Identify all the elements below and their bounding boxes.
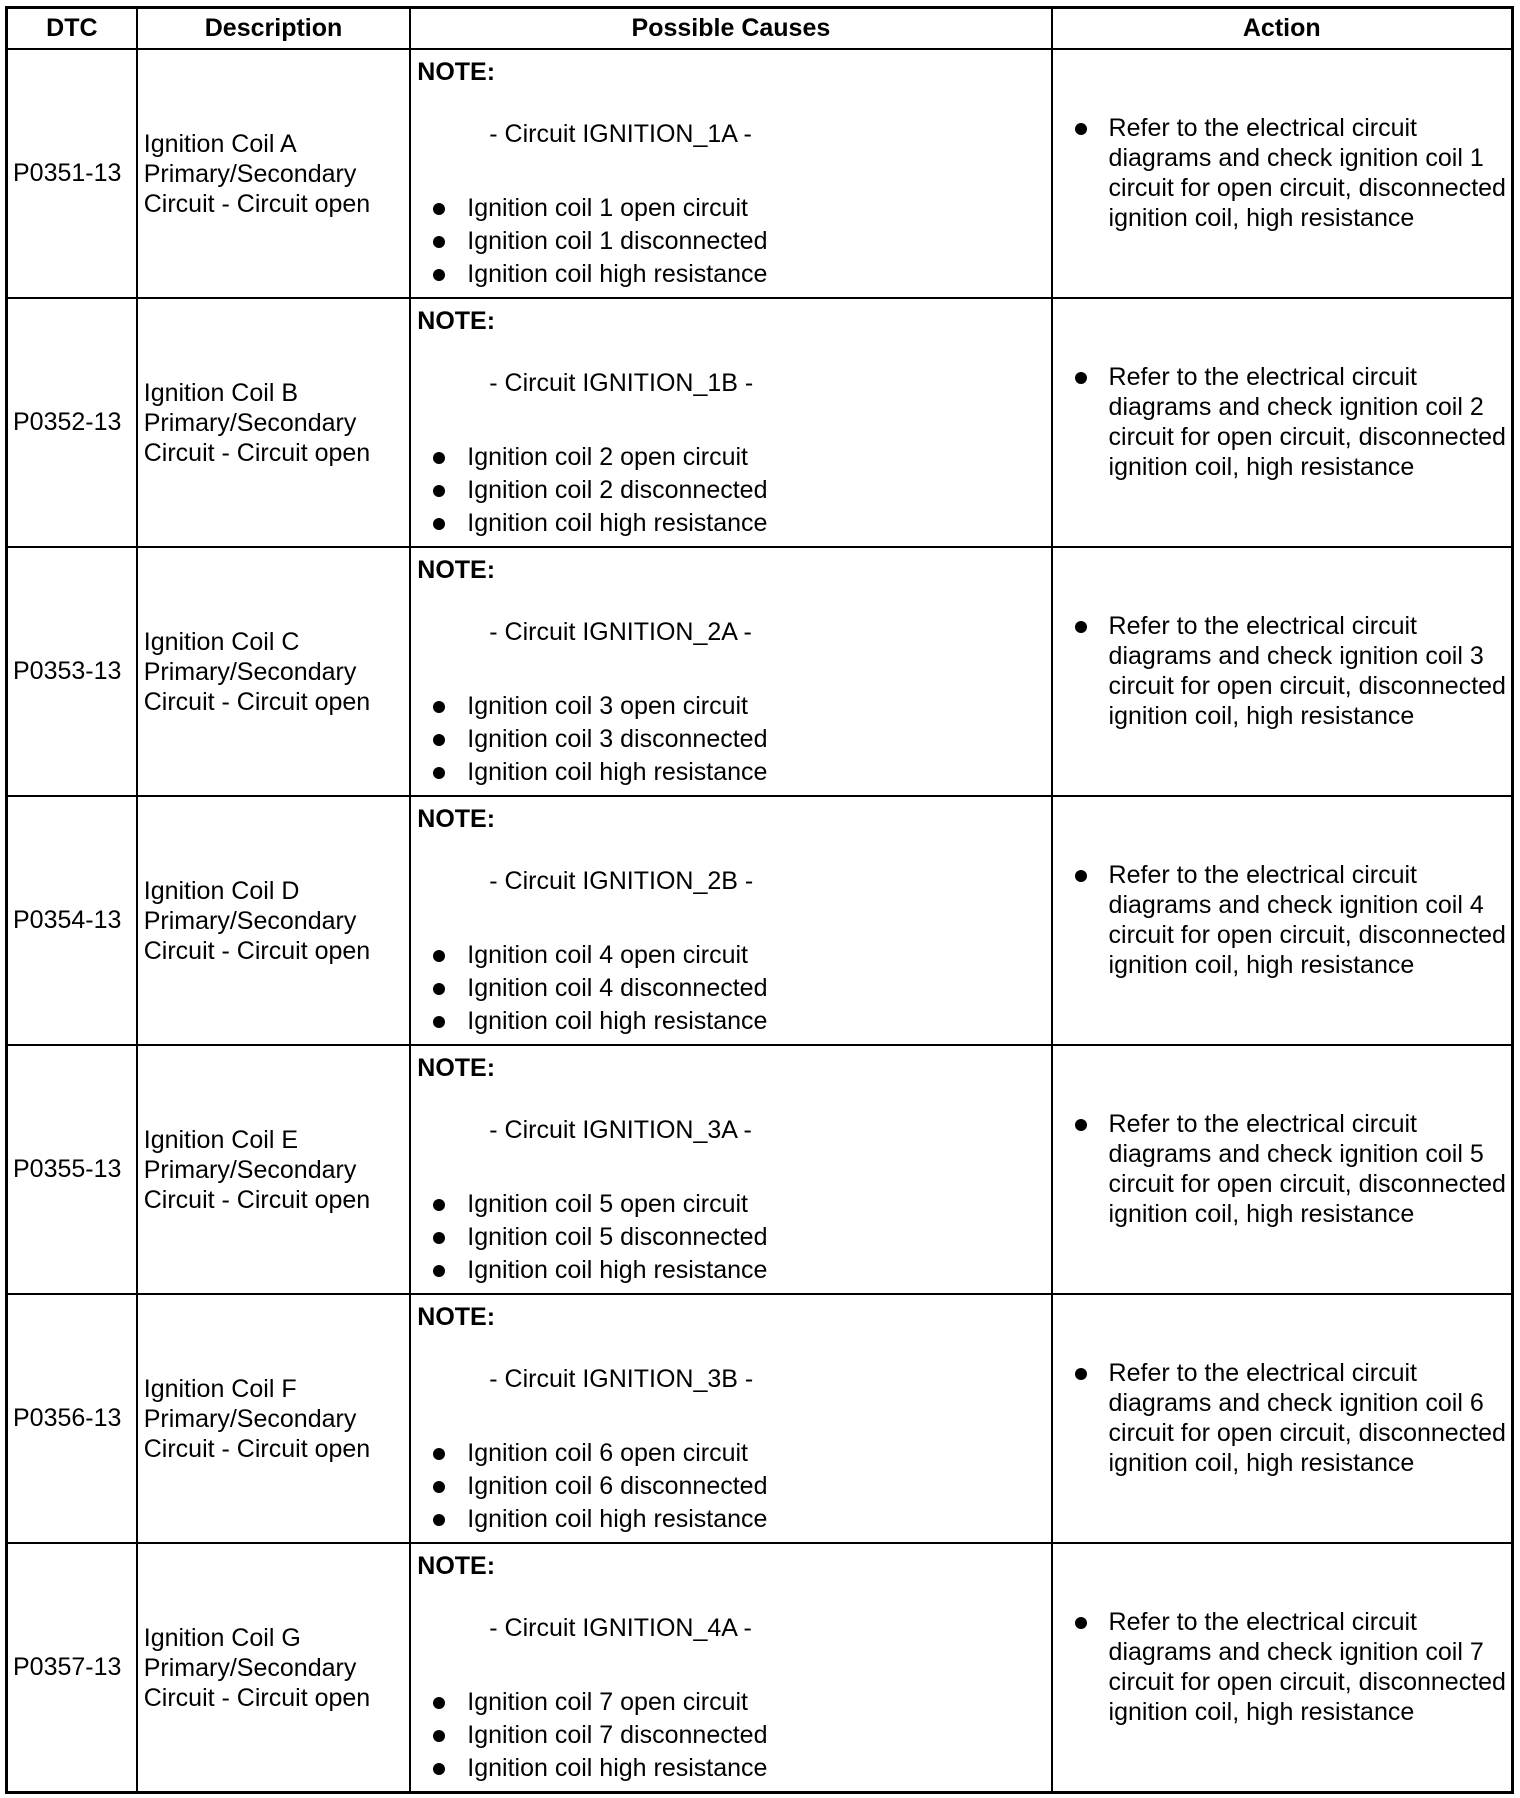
cause-text: Ignition coil 5 open circuit bbox=[467, 1190, 748, 1218]
cause-text: Ignition coil high resistance bbox=[467, 1754, 768, 1782]
bullet-icon bbox=[433, 1481, 445, 1493]
cause-item bbox=[433, 474, 767, 507]
cause-text: Ignition coil 4 disconnected bbox=[467, 974, 768, 1002]
bullet-icon bbox=[433, 1265, 445, 1277]
cause-text: Ignition coil 3 disconnected bbox=[467, 725, 768, 753]
cause-item bbox=[433, 1188, 767, 1221]
description-cell bbox=[137, 547, 411, 796]
bullet-icon bbox=[433, 734, 445, 746]
cause-item bbox=[433, 1437, 767, 1470]
dtc-code: P0354-13 bbox=[7, 796, 137, 1045]
action-item bbox=[1075, 1109, 1507, 1229]
bullet-icon bbox=[433, 701, 445, 713]
dtc-code: P0357-13 bbox=[7, 1543, 137, 1793]
description-line: Primary/Secondary bbox=[143, 657, 357, 686]
header-dtc: DTC bbox=[7, 8, 137, 50]
cause-item bbox=[433, 1719, 767, 1752]
bullet-icon bbox=[433, 518, 445, 530]
description-line: Primary/Secondary bbox=[143, 906, 357, 935]
possible-causes-cell bbox=[410, 49, 1051, 298]
description-line: Circuit - Circuit open bbox=[143, 189, 371, 218]
description-line: Ignition Coil F bbox=[143, 1374, 297, 1403]
action-item bbox=[1075, 611, 1507, 731]
circuit-name: - Circuit IGNITION_2A - bbox=[489, 618, 752, 646]
action-text: Refer to the electrical circuit diagrams and check ignition coil 7 circuit for open circuit, disconnected ignition coil, high resistance bbox=[1108, 1608, 1506, 1726]
bullet-icon bbox=[433, 269, 445, 281]
possible-causes-cell bbox=[410, 1294, 1051, 1543]
cause-item bbox=[433, 939, 767, 972]
action-text: Refer to the electrical circuit diagrams and check ignition coil 6 circuit for open circuit, disconnected ignition coil, high resistance bbox=[1108, 1359, 1506, 1477]
cause-item bbox=[433, 1752, 767, 1785]
dtc-code: P0352-13 bbox=[7, 298, 137, 547]
description-cell bbox=[137, 1045, 411, 1294]
cause-text: Ignition coil 1 open circuit bbox=[467, 194, 748, 222]
description-line: Ignition Coil E bbox=[143, 1125, 298, 1154]
cause-text: Ignition coil 7 disconnected bbox=[467, 1721, 768, 1749]
action-item bbox=[1075, 362, 1507, 482]
bullet-icon bbox=[433, 1232, 445, 1244]
bullet-icon bbox=[433, 1016, 445, 1028]
description-line: Ignition Coil B bbox=[143, 378, 298, 407]
cause-item bbox=[433, 1470, 767, 1503]
table-row bbox=[7, 49, 1513, 298]
bullet-icon bbox=[1075, 1119, 1087, 1131]
action-text: Refer to the electrical circuit diagrams and check ignition coil 2 circuit for open circuit, disconnected ignition coil, high resistance bbox=[1108, 363, 1506, 481]
note-label: NOTE: bbox=[417, 58, 496, 86]
action-cell bbox=[1052, 49, 1513, 298]
cause-item bbox=[433, 690, 767, 723]
bullet-icon bbox=[1075, 1368, 1087, 1380]
bullet-icon bbox=[1075, 1617, 1087, 1629]
causes-list bbox=[433, 1188, 767, 1287]
possible-causes-cell bbox=[410, 1543, 1051, 1793]
action-cell bbox=[1052, 796, 1513, 1045]
table-row bbox=[7, 1294, 1513, 1543]
header-action: Action bbox=[1052, 8, 1513, 50]
action-cell bbox=[1052, 298, 1513, 547]
cause-item bbox=[433, 756, 767, 789]
cause-text: Ignition coil high resistance bbox=[467, 260, 768, 288]
note-label: NOTE: bbox=[417, 805, 496, 833]
circuit-name: - Circuit IGNITION_4A - bbox=[489, 1614, 752, 1642]
cause-item bbox=[433, 972, 767, 1005]
cause-item bbox=[433, 1221, 767, 1254]
causes-list bbox=[433, 1437, 767, 1536]
cause-item bbox=[433, 507, 767, 540]
possible-causes-cell bbox=[410, 1045, 1051, 1294]
possible-causes-cell bbox=[410, 298, 1051, 547]
cause-text: Ignition coil high resistance bbox=[467, 1505, 768, 1533]
header-description: Description bbox=[137, 8, 411, 50]
table-row bbox=[7, 1045, 1513, 1294]
bullet-icon bbox=[1075, 372, 1087, 384]
description-line: Primary/Secondary bbox=[143, 1653, 357, 1682]
description-line: Circuit - Circuit open bbox=[143, 1434, 371, 1463]
cause-item bbox=[433, 1503, 767, 1536]
action-item bbox=[1075, 1607, 1507, 1727]
cause-text: Ignition coil 3 open circuit bbox=[467, 692, 748, 720]
bullet-icon bbox=[433, 1448, 445, 1460]
dtc-code: P0353-13 bbox=[7, 547, 137, 796]
description-cell bbox=[137, 298, 411, 547]
possible-causes-cell bbox=[410, 796, 1051, 1045]
bullet-icon bbox=[433, 950, 445, 962]
description-line: Primary/Secondary bbox=[143, 159, 357, 188]
causes-list bbox=[433, 1686, 767, 1785]
description-cell bbox=[137, 1294, 411, 1543]
table-row bbox=[7, 796, 1513, 1045]
description-line: Primary/Secondary bbox=[143, 408, 357, 437]
cause-text: Ignition coil high resistance bbox=[467, 758, 768, 786]
description-line: Circuit - Circuit open bbox=[143, 438, 371, 467]
causes-list bbox=[433, 441, 767, 540]
note-label: NOTE: bbox=[417, 1303, 496, 1331]
causes-list bbox=[433, 939, 767, 1038]
cause-item bbox=[433, 1254, 767, 1287]
cause-text: Ignition coil 2 disconnected bbox=[467, 476, 768, 504]
action-cell bbox=[1052, 1045, 1513, 1294]
cause-item bbox=[433, 258, 767, 291]
bullet-icon bbox=[433, 236, 445, 248]
description-line: Circuit - Circuit open bbox=[143, 1185, 371, 1214]
cause-text: Ignition coil 7 open circuit bbox=[467, 1688, 748, 1716]
description-cell bbox=[137, 49, 411, 298]
note-label: NOTE: bbox=[417, 307, 496, 335]
action-text: Refer to the electrical circuit diagrams and check ignition coil 1 circuit for open circuit, disconnected ignition coil, high resistance bbox=[1108, 114, 1506, 232]
circuit-name: - Circuit IGNITION_2B - bbox=[489, 867, 754, 895]
bullet-icon bbox=[433, 485, 445, 497]
cause-text: Ignition coil 2 open circuit bbox=[467, 443, 748, 471]
bullet-icon bbox=[433, 1730, 445, 1742]
note-label: NOTE: bbox=[417, 556, 496, 584]
dtc-code: P0351-13 bbox=[7, 49, 137, 298]
cause-item bbox=[433, 192, 767, 225]
description-cell bbox=[137, 1543, 411, 1793]
description-line: Circuit - Circuit open bbox=[143, 687, 371, 716]
circuit-name: - Circuit IGNITION_3A - bbox=[489, 1116, 752, 1144]
cause-item bbox=[433, 1005, 767, 1038]
cause-item bbox=[433, 441, 767, 474]
description-line: Circuit - Circuit open bbox=[143, 1683, 371, 1712]
bullet-icon bbox=[433, 983, 445, 995]
causes-list bbox=[433, 690, 767, 789]
description-line: Ignition Coil D bbox=[143, 876, 300, 905]
action-cell bbox=[1052, 547, 1513, 796]
description-line: Primary/Secondary bbox=[143, 1155, 357, 1184]
cause-text: Ignition coil high resistance bbox=[467, 509, 768, 537]
cause-text: Ignition coil 4 open circuit bbox=[467, 941, 748, 969]
header-row bbox=[7, 8, 1513, 50]
possible-causes-cell bbox=[410, 547, 1051, 796]
header-possible-causes: Possible Causes bbox=[410, 8, 1051, 50]
description-line: Ignition Coil G bbox=[143, 1623, 301, 1652]
action-cell bbox=[1052, 1294, 1513, 1543]
action-cell bbox=[1052, 1543, 1513, 1793]
cause-text: Ignition coil 5 disconnected bbox=[467, 1223, 768, 1251]
bullet-icon bbox=[433, 1514, 445, 1526]
action-item bbox=[1075, 1358, 1507, 1478]
circuit-name: - Circuit IGNITION_1A - bbox=[489, 120, 752, 148]
bullet-icon bbox=[433, 1199, 445, 1211]
bullet-icon bbox=[433, 203, 445, 215]
table-body bbox=[7, 49, 1513, 1793]
bullet-icon bbox=[433, 452, 445, 464]
causes-list bbox=[433, 192, 767, 291]
cause-text: Ignition coil 6 open circuit bbox=[467, 1439, 748, 1467]
description-line: Ignition Coil C bbox=[143, 627, 300, 656]
note-label: NOTE: bbox=[417, 1552, 496, 1580]
cause-text: Ignition coil 6 disconnected bbox=[467, 1472, 768, 1500]
action-item bbox=[1075, 113, 1507, 233]
description-cell bbox=[137, 796, 411, 1045]
bullet-icon bbox=[433, 1697, 445, 1709]
action-text: Refer to the electrical circuit diagrams and check ignition coil 3 circuit for open circuit, disconnected ignition coil, high resistance bbox=[1108, 612, 1506, 730]
cause-text: Ignition coil high resistance bbox=[467, 1256, 768, 1284]
action-text: Refer to the electrical circuit diagrams and check ignition coil 4 circuit for open circuit, disconnected ignition coil, high resistance bbox=[1108, 861, 1506, 979]
cause-text: Ignition coil high resistance bbox=[467, 1007, 768, 1035]
table-row bbox=[7, 298, 1513, 547]
cause-item bbox=[433, 1686, 767, 1719]
table-row bbox=[7, 1543, 1513, 1793]
circuit-name: - Circuit IGNITION_1B - bbox=[489, 369, 754, 397]
bullet-icon bbox=[433, 767, 445, 779]
note-label: NOTE: bbox=[417, 1054, 496, 1082]
action-item bbox=[1075, 860, 1507, 980]
table-row bbox=[7, 547, 1513, 796]
circuit-name: - Circuit IGNITION_3B - bbox=[489, 1365, 754, 1393]
dtc-table bbox=[5, 6, 1514, 1794]
bullet-icon bbox=[1075, 123, 1087, 135]
bullet-icon bbox=[433, 1763, 445, 1775]
cause-item bbox=[433, 225, 767, 258]
dtc-code: P0355-13 bbox=[7, 1045, 137, 1294]
dtc-code: P0356-13 bbox=[7, 1294, 137, 1543]
action-text: Refer to the electrical circuit diagrams and check ignition coil 5 circuit for open circuit, disconnected ignition coil, high resistance bbox=[1108, 1110, 1506, 1228]
bullet-icon bbox=[1075, 621, 1087, 633]
cause-item bbox=[433, 723, 767, 756]
description-line: Primary/Secondary bbox=[143, 1404, 357, 1433]
bullet-icon bbox=[1075, 870, 1087, 882]
cause-text: Ignition coil 1 disconnected bbox=[467, 227, 768, 255]
description-line: Ignition Coil A bbox=[143, 129, 297, 158]
description-line: Circuit - Circuit open bbox=[143, 936, 371, 965]
